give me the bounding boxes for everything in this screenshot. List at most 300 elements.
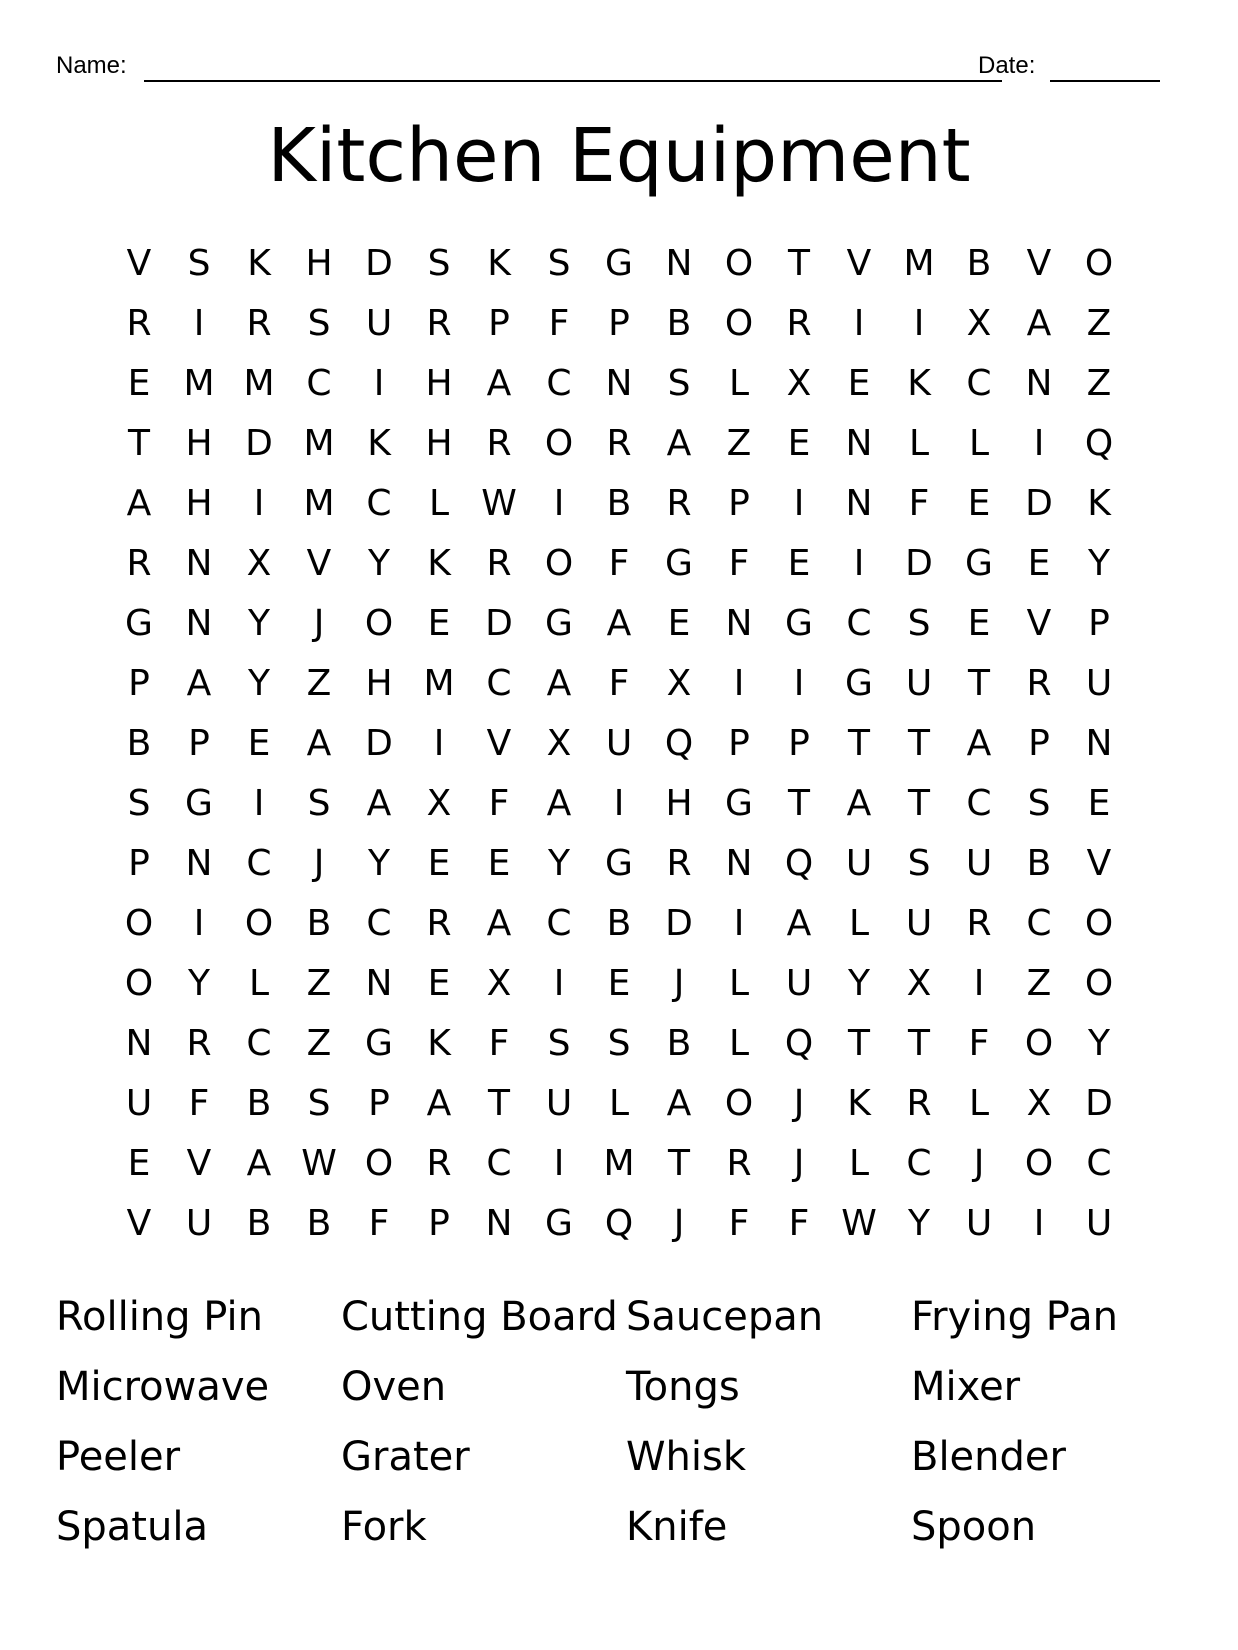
grid-letter: I	[553, 1143, 565, 1184]
grid-letter: E	[127, 363, 151, 404]
grid-letter: I	[733, 903, 745, 944]
grid-letter: V	[126, 1203, 152, 1244]
word-list-item: Microwave	[56, 1364, 270, 1410]
grid-letter: S	[307, 1083, 331, 1124]
grid-letter: P	[428, 1203, 450, 1244]
grid-letter: B	[666, 1023, 692, 1064]
grid-letter: T	[788, 783, 810, 824]
grid-letter: W	[841, 1203, 877, 1244]
grid-letter: D	[1085, 1083, 1113, 1124]
word-list-item: Peeler	[56, 1434, 181, 1480]
grid-letter: O	[1084, 903, 1114, 944]
grid-letter: R	[126, 543, 152, 584]
grid-letter: Y	[1088, 1023, 1110, 1064]
grid-letter: B	[966, 243, 992, 284]
grid-letter: I	[793, 663, 805, 704]
grid-letter: O	[1024, 1143, 1054, 1184]
grid-letter: K	[487, 243, 511, 284]
grid-letter: X	[246, 543, 272, 584]
grid-letter: I	[193, 903, 205, 944]
grid-letter: M	[183, 363, 215, 404]
grid-letter: U	[965, 1203, 993, 1244]
grid-letter: C	[366, 903, 392, 944]
grid-letter: O	[364, 1143, 394, 1184]
grid-letter: G	[845, 663, 873, 704]
grid-letter: R	[606, 423, 632, 464]
grid-letter: U	[905, 663, 933, 704]
grid-letter: A	[366, 783, 392, 824]
grid-letter: E	[427, 603, 451, 644]
grid-letter: U	[785, 963, 813, 1004]
grid-letter: M	[303, 483, 335, 524]
grid-letter: E	[787, 423, 811, 464]
grid-letter: A	[666, 1083, 692, 1124]
grid-letter: N	[1085, 723, 1113, 764]
grid-letter: Y	[248, 603, 270, 644]
grid-letter: U	[545, 1083, 573, 1124]
grid-letter: A	[246, 1143, 272, 1184]
grid-letter: R	[1026, 663, 1052, 704]
grid-letter: K	[847, 1083, 871, 1124]
grid-letter: K	[427, 543, 451, 584]
grid-letter: I	[853, 303, 865, 344]
grid-letter: A	[606, 603, 632, 644]
grid-letter: Q	[784, 1023, 814, 1064]
grid-letter: P	[1028, 723, 1050, 764]
word-list	[56, 1292, 1196, 1572]
grid-letter: J	[973, 1143, 985, 1184]
grid-letter: E	[607, 963, 631, 1004]
grid-letter: A	[306, 723, 332, 764]
grid-letter: K	[427, 1023, 451, 1064]
grid-letter: L	[968, 423, 990, 464]
grid-letter: Z	[306, 1023, 332, 1064]
grid-letter: T	[848, 1023, 870, 1064]
word-list-item: Knife	[626, 1504, 728, 1550]
grid-letter: Z	[726, 423, 752, 464]
grid-letter: X	[906, 963, 932, 1004]
grid-letter: V	[126, 243, 152, 284]
grid-letter: N	[845, 483, 873, 524]
grid-letter: O	[1084, 243, 1114, 284]
grid-letter: M	[303, 423, 335, 464]
grid-letter: O	[364, 603, 394, 644]
grid-letter: L	[728, 963, 750, 1004]
grid-letter: A	[846, 783, 872, 824]
grid-letter: J	[673, 963, 685, 1004]
grid-letter: U	[1085, 663, 1113, 704]
grid-letter: H	[425, 363, 453, 404]
grid-letter: C	[546, 903, 572, 944]
grid-letter: E	[967, 603, 991, 644]
grid-letter: V	[1026, 243, 1052, 284]
grid-letter: X	[666, 663, 692, 704]
word-list-item: Whisk	[626, 1434, 747, 1480]
grid-letter: B	[606, 903, 632, 944]
grid-letter: Y	[248, 663, 270, 704]
grid-letter: T	[908, 783, 930, 824]
grid-letter: R	[486, 543, 512, 584]
grid-letter: B	[246, 1083, 272, 1124]
grid-letter: X	[786, 363, 812, 404]
grid-letter: Q	[784, 843, 814, 884]
grid-letter: J	[793, 1143, 805, 1184]
grid-letter: U	[1085, 1203, 1113, 1244]
grid-letter: R	[186, 1023, 212, 1064]
grid-letter: X	[546, 723, 572, 764]
grid-letter: P	[368, 1083, 390, 1124]
grid-letter: L	[848, 903, 870, 944]
grid-letter: O	[124, 963, 154, 1004]
grid-letter: I	[613, 783, 625, 824]
grid-letter: E	[1087, 783, 1111, 824]
grid-letter: I	[373, 363, 385, 404]
grid-letter: Y	[1088, 543, 1110, 584]
grid-letter: O	[724, 1083, 754, 1124]
grid-letter: M	[243, 363, 275, 404]
grid-letter: C	[246, 1023, 272, 1064]
grid-letter: L	[608, 1083, 630, 1124]
grid-letter: N	[485, 1203, 513, 1244]
grid-letter: G	[185, 783, 213, 824]
grid-letter: I	[973, 963, 985, 1004]
grid-letter: T	[908, 723, 930, 764]
grid-letter: L	[248, 963, 270, 1004]
grid-letter: D	[245, 423, 273, 464]
grid-letter: C	[1026, 903, 1052, 944]
grid-letter: G	[605, 843, 633, 884]
word-list-item: Cutting Board	[341, 1294, 618, 1340]
grid-letter: P	[488, 303, 510, 344]
grid-letter: S	[667, 363, 691, 404]
grid-letter: O	[1024, 1023, 1054, 1064]
grid-letter: P	[128, 843, 150, 884]
grid-letter: T	[488, 1083, 510, 1124]
grid-letter: D	[485, 603, 513, 644]
grid-letter: S	[307, 303, 331, 344]
grid-letter: S	[307, 783, 331, 824]
grid-letter: G	[785, 603, 813, 644]
grid-letter: K	[907, 363, 931, 404]
grid-letter: R	[726, 1143, 752, 1184]
grid-letter: R	[126, 303, 152, 344]
grid-letter: A	[546, 663, 572, 704]
grid-letter: R	[786, 303, 812, 344]
grid-letter: Z	[306, 963, 332, 1004]
word-list-item: Spoon	[911, 1504, 1037, 1550]
grid-letter: I	[433, 723, 445, 764]
grid-letter: U	[365, 303, 393, 344]
name-label: Name:	[56, 52, 127, 79]
grid-letter: N	[365, 963, 393, 1004]
grid-letter: A	[486, 363, 512, 404]
grid-letter: A	[546, 783, 572, 824]
grid-letter: T	[788, 243, 810, 284]
grid-letter: H	[185, 423, 213, 464]
grid-letter: S	[907, 843, 931, 884]
grid-letter: Y	[908, 1203, 930, 1244]
grid-letter: Q	[1084, 423, 1114, 464]
grid-letter: E	[487, 843, 511, 884]
grid-letter: S	[607, 1023, 631, 1064]
grid-letter: M	[903, 243, 935, 284]
date-blank-line	[1050, 80, 1160, 82]
grid-letter: B	[606, 483, 632, 524]
grid-letter: B	[666, 303, 692, 344]
grid-letter: I	[853, 543, 865, 584]
grid-letter: T	[668, 1143, 690, 1184]
grid-letter: A	[786, 903, 812, 944]
grid-letter: D	[665, 903, 693, 944]
grid-letter: G	[545, 603, 573, 644]
grid-letter: Y	[188, 963, 210, 1004]
grid-letter: I	[793, 483, 805, 524]
word-search-grid	[109, 234, 1129, 1254]
grid-letter: V	[846, 243, 872, 284]
grid-letter: D	[365, 243, 393, 284]
grid-letter: I	[253, 483, 265, 524]
grid-letter: F	[608, 663, 630, 704]
grid-letter: E	[127, 1143, 151, 1184]
grid-letter: R	[666, 483, 692, 524]
grid-letter: A	[966, 723, 992, 764]
grid-letter: Y	[368, 843, 390, 884]
grid-letter: U	[845, 843, 873, 884]
grid-letter: O	[1084, 963, 1114, 1004]
grid-letter: T	[968, 663, 990, 704]
grid-letter: B	[126, 723, 152, 764]
grid-letter: H	[425, 423, 453, 464]
grid-letter: V	[306, 543, 332, 584]
grid-letter: R	[666, 843, 692, 884]
grid-letter: F	[188, 1083, 210, 1124]
grid-letter: O	[724, 303, 754, 344]
grid-letter: N	[185, 543, 213, 584]
grid-letter: A	[426, 1083, 452, 1124]
grid-letter: W	[301, 1143, 337, 1184]
word-list-item: Fork	[341, 1504, 427, 1550]
word-list-item: Tongs	[626, 1364, 740, 1410]
grid-letter: S	[907, 603, 931, 644]
grid-letter: R	[426, 1143, 452, 1184]
grid-letter: L	[968, 1083, 990, 1124]
grid-letter: K	[247, 243, 271, 284]
grid-letter: S	[547, 243, 571, 284]
grid-letter: A	[486, 903, 512, 944]
grid-letter: F	[488, 783, 510, 824]
grid-letter: S	[187, 243, 211, 284]
grid-letter: L	[848, 1143, 870, 1184]
grid-letter: C	[906, 1143, 932, 1184]
grid-letter: C	[966, 363, 992, 404]
grid-letter: T	[128, 423, 150, 464]
grid-letter: F	[908, 483, 930, 524]
grid-letter: O	[544, 543, 574, 584]
grid-letter: I	[1033, 423, 1045, 464]
grid-letter: N	[845, 423, 873, 464]
grid-letter: N	[185, 603, 213, 644]
grid-letter: Q	[604, 1203, 634, 1244]
grid-letter: S	[427, 243, 451, 284]
grid-letter: N	[605, 363, 633, 404]
grid-letter: R	[246, 303, 272, 344]
grid-letter: X	[1026, 1083, 1052, 1124]
grid-letter: F	[608, 543, 630, 584]
grid-letter: I	[193, 303, 205, 344]
grid-letter: S	[547, 1023, 571, 1064]
grid-letter: M	[603, 1143, 635, 1184]
word-list-item: Blender	[911, 1434, 1066, 1480]
word-list-item: Spatula	[56, 1504, 208, 1550]
grid-letter: A	[666, 423, 692, 464]
grid-letter: F	[728, 1203, 750, 1244]
grid-letter: G	[725, 783, 753, 824]
grid-letter: E	[667, 603, 691, 644]
grid-letter: H	[365, 663, 393, 704]
grid-letter: P	[788, 723, 810, 764]
grid-letter: C	[486, 1143, 512, 1184]
grid-letter: K	[367, 423, 391, 464]
grid-letter: T	[848, 723, 870, 764]
grid-letter: V	[186, 1143, 212, 1184]
grid-letter: D	[905, 543, 933, 584]
grid-letter: O	[244, 903, 274, 944]
header-row	[56, 52, 1160, 86]
grid-letter: C	[246, 843, 272, 884]
grid-letter: C	[546, 363, 572, 404]
grid-letter: C	[306, 363, 332, 404]
grid-letter: F	[368, 1203, 390, 1244]
grid-letter: E	[1027, 543, 1051, 584]
grid-letter: C	[366, 483, 392, 524]
grid-letter: G	[605, 243, 633, 284]
grid-letter: P	[728, 723, 750, 764]
grid-letter: U	[965, 843, 993, 884]
grid-letter: E	[247, 723, 271, 764]
name-blank-line	[144, 80, 1002, 82]
grid-letter: F	[488, 1023, 510, 1064]
grid-letter: B	[246, 1203, 272, 1244]
grid-letter: N	[665, 243, 693, 284]
grid-letter: F	[728, 543, 750, 584]
grid-letter: H	[665, 783, 693, 824]
grid-letter: V	[1026, 603, 1052, 644]
grid-letter: C	[486, 663, 512, 704]
grid-letter: N	[125, 1023, 153, 1064]
grid-letter: R	[966, 903, 992, 944]
grid-letter: P	[188, 723, 210, 764]
grid-letter: L	[428, 483, 450, 524]
word-list-item: Frying Pan	[911, 1294, 1118, 1340]
grid-letter: O	[124, 903, 154, 944]
grid-letter: V	[486, 723, 512, 764]
grid-letter: H	[305, 243, 333, 284]
grid-letter: L	[728, 363, 750, 404]
grid-letter: G	[665, 543, 693, 584]
grid-letter: K	[1087, 483, 1111, 524]
grid-letter: Q	[664, 723, 694, 764]
grid-letter: R	[906, 1083, 932, 1124]
grid-letter: Z	[1086, 303, 1112, 344]
grid-letter: E	[967, 483, 991, 524]
grid-letter: G	[125, 603, 153, 644]
grid-letter: Z	[1086, 363, 1112, 404]
grid-letter: E	[427, 963, 451, 1004]
grid-letter: F	[548, 303, 570, 344]
grid-letter: A	[1026, 303, 1052, 344]
grid-letter: C	[1086, 1143, 1112, 1184]
grid-letter: F	[788, 1203, 810, 1244]
grid-letter: G	[365, 1023, 393, 1064]
grid-letter: P	[728, 483, 750, 524]
grid-letter: N	[1025, 363, 1053, 404]
grid-letter: U	[905, 903, 933, 944]
word-list-item: Saucepan	[626, 1294, 824, 1340]
grid-letter: Y	[848, 963, 870, 1004]
grid-letter: I	[1033, 1203, 1045, 1244]
grid-letter: N	[725, 603, 753, 644]
grid-letter: J	[793, 1083, 805, 1124]
grid-letter: D	[365, 723, 393, 764]
grid-letter: Y	[368, 543, 390, 584]
grid-letter: R	[486, 423, 512, 464]
word-list-item: Rolling Pin	[56, 1294, 263, 1340]
grid-letter: X	[426, 783, 452, 824]
grid-letter: H	[185, 483, 213, 524]
grid-letter: G	[965, 543, 993, 584]
grid-letter: U	[185, 1203, 213, 1244]
grid-letter: P	[608, 303, 630, 344]
grid-letter: O	[724, 243, 754, 284]
grid-letter: I	[553, 483, 565, 524]
grid-letter: P	[1088, 603, 1110, 644]
grid-letter: C	[846, 603, 872, 644]
grid-letter: N	[725, 843, 753, 884]
grid-letter: E	[847, 363, 871, 404]
grid-letter: D	[1025, 483, 1053, 524]
grid-letter: I	[913, 303, 925, 344]
grid-letter: L	[908, 423, 930, 464]
grid-letter: W	[481, 483, 517, 524]
word-list-item: Mixer	[911, 1364, 1021, 1410]
grid-letter: V	[1086, 843, 1112, 884]
grid-letter: B	[1026, 843, 1052, 884]
grid-letter: M	[423, 663, 455, 704]
grid-letter: T	[908, 1023, 930, 1064]
word-list-item: Grater	[341, 1434, 470, 1480]
grid-letter: E	[787, 543, 811, 584]
grid-letter: J	[313, 603, 325, 644]
grid-letter: F	[968, 1023, 990, 1064]
grid-letter: Y	[548, 843, 570, 884]
grid-letter: U	[125, 1083, 153, 1124]
grid-letter: G	[545, 1203, 573, 1244]
grid-letter: E	[427, 843, 451, 884]
grid-letter: J	[673, 1203, 685, 1244]
grid-letter: J	[313, 843, 325, 884]
grid-letter: A	[126, 483, 152, 524]
grid-letter: U	[605, 723, 633, 764]
grid-letter: L	[728, 1023, 750, 1064]
grid-letter: Z	[1026, 963, 1052, 1004]
grid-letter: B	[306, 903, 332, 944]
grid-letter: I	[253, 783, 265, 824]
grid-letter: R	[426, 903, 452, 944]
grid-letter: R	[426, 303, 452, 344]
grid-letter: B	[306, 1203, 332, 1244]
grid-letter: Z	[306, 663, 332, 704]
grid-letter: O	[544, 423, 574, 464]
